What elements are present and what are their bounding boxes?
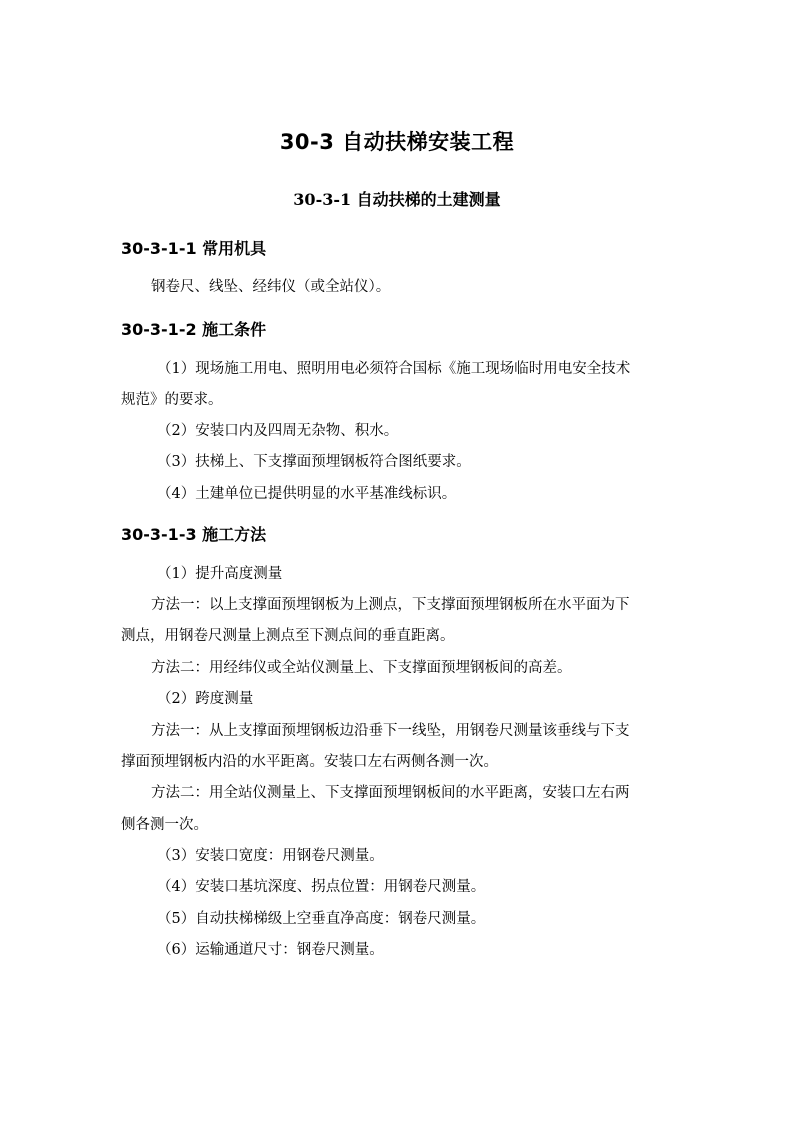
span-method-1-line-2: 撑面预埋钢板内沿的水平距离。安装口左右两侧各测一次。 <box>121 754 498 770</box>
method-item-2: （2）跨度测量 <box>157 691 254 707</box>
method-item-1: （1）提升高度测量 <box>157 566 283 582</box>
condition-item-2: （2）安装口内及四周无杂物、积水。 <box>157 423 399 439</box>
method-1-line-1: 方法一：以上支撑面预埋钢板为上测点，下支撑面预埋钢板所在水平面为下 <box>151 597 630 613</box>
heading-construction-method: 30-3-1-3 施工方法 <box>121 525 267 544</box>
condition-item-1-line-2: 规范》的要求。 <box>121 392 223 408</box>
heading-common-tools: 30-3-1-1 常用机具 <box>121 239 267 258</box>
section-subtitle: 30-3-1 自动扶梯的土建测量 <box>293 190 501 209</box>
method-item-4: （4）安装口基坑深度、拐点位置：用钢卷尺测量。 <box>157 879 486 895</box>
span-method-1-line-1: 方法一：从上支撑面预埋钢板边沿垂下一线坠，用钢卷尺测量该垂线与下支 <box>151 723 630 739</box>
condition-item-3: （3）扶梯上、下支撑面预埋钢板符合图纸要求。 <box>157 454 471 470</box>
span-method-2-line-1: 方法二：用全站仪测量上、下支撑面预埋钢板间的水平距离，安装口左右两 <box>151 785 630 801</box>
method-item-6: （6）运输通道尺寸：钢卷尺测量。 <box>157 942 384 958</box>
heading-construction-conditions: 30-3-1-2 施工条件 <box>121 320 267 339</box>
condition-item-1-line-1: （1）现场施工用电、照明用电必须符合国标《施工现场临时用电安全技术 <box>157 361 631 377</box>
method-2: 方法二：用经纬仪或全站仪测量上、下支撑面预埋钢板间的高差。 <box>151 660 572 676</box>
paragraph-tools: 钢卷尺、线坠、经纬仪（或全站仪）。 <box>151 279 391 295</box>
method-item-5: （5）自动扶梯梯级上空垂直净高度：钢卷尺测量。 <box>157 911 486 927</box>
document-title: 30-3 自动扶梯安装工程 <box>279 130 515 154</box>
method-1-line-2: 测点，用钢卷尺测量上测点至下测点间的垂直距离。 <box>121 628 455 644</box>
condition-item-4: （4）土建单位已提供明显的水平基准线标识。 <box>157 486 457 502</box>
span-method-2-line-2: 侧各测一次。 <box>121 817 208 833</box>
method-item-3: （3）安装口宽度：用钢卷尺测量。 <box>157 848 384 864</box>
